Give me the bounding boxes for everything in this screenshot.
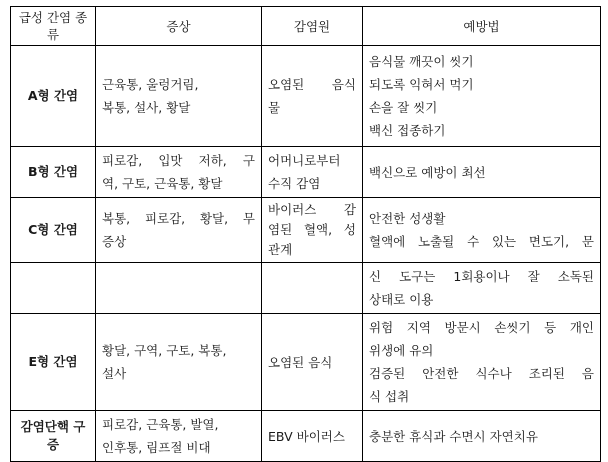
row-source: 바이러스 감 염된 혈액, 성 관계 (262, 198, 363, 263)
row-symptoms: 피로감, 입맛 저하, 구 역, 구토, 근육통, 황달 (96, 147, 262, 198)
row-type: C형 간염 (11, 198, 96, 263)
row-symptoms: 피로감, 근육통, 발열, 인후통, 림프절 비대 (96, 411, 262, 462)
hepatitis-table (10, 6, 601, 462)
table-row (11, 147, 601, 198)
header-prevention: 예방법 (363, 7, 601, 46)
row-prevention: 위험 지역 방문시 손씻기 등 개인 위생에 유의 검증된 안전한 식수나 조리된 음 식 섭취 (363, 314, 601, 411)
row-source: 오염된 음식 (262, 314, 363, 411)
row-prevention: 충분한 휴식과 수면시 자연치유 (363, 411, 601, 462)
row-source: EBV 바이러스 (262, 411, 363, 462)
row-prevention: 신 도구는 1회용이나 잘 소독된 상태로 이용 (363, 263, 601, 314)
row-symptoms: 근육통, 울렁거림, 복통, 설사, 황달 (96, 46, 262, 147)
row-prevention: 백신으로 예방이 최선 (363, 147, 601, 198)
row-type: B형 간염 (11, 147, 96, 198)
table-row (11, 314, 601, 411)
row-source: 어머니로부터 수직 감염 (262, 147, 363, 198)
row-source (262, 263, 363, 314)
row-type: E형 간염 (11, 314, 96, 411)
row-type (11, 263, 96, 314)
row-symptoms: 복통, 피로감, 황달, 무 증상 (96, 198, 262, 263)
header-type: 급성 간염 종류 (11, 7, 96, 46)
row-type: 감염단핵 구증 (11, 411, 96, 462)
row-symptoms (96, 263, 262, 314)
table-row (11, 263, 601, 314)
row-prevention: 음식물 깨끗이 씻기 되도록 익혀서 먹기 손을 잘 씻기 백신 접종하기 (363, 46, 601, 147)
header-source: 감염원 (262, 7, 363, 46)
row-prevention: 안전한 성생활 혈액에 노출될 수 있는 면도기, 문 (363, 198, 601, 263)
table-row (11, 198, 601, 263)
header-row (11, 7, 601, 46)
row-symptoms: 황달, 구역, 구토, 복통, 설사 (96, 314, 262, 411)
row-source: 오염된 음식 물 (262, 46, 363, 147)
header-symptoms: 증상 (96, 7, 262, 46)
table-row (11, 411, 601, 462)
row-type: A형 간염 (11, 46, 96, 147)
table-row (11, 46, 601, 147)
